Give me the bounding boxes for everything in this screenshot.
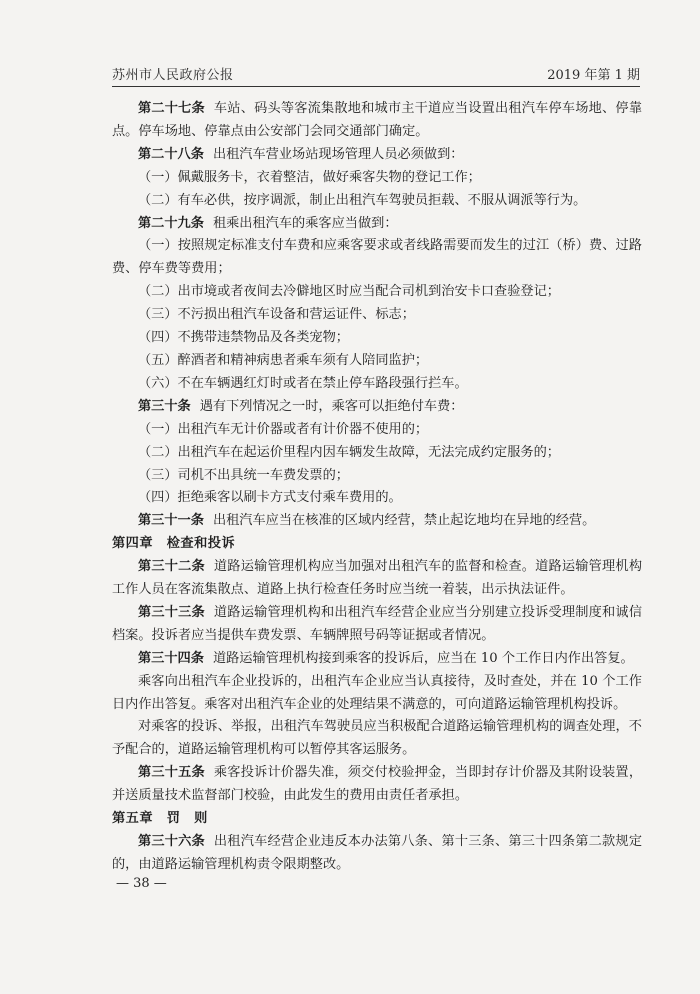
article-label: 第二十七条 (138, 101, 205, 116)
article-text: 道路运输管理机构和出租汽车经营企业应当分别建立投诉受理制度和诚信档案。投诉者应当提供车费发票、车辆牌照号码等证据或者情况。 (112, 604, 643, 643)
section-chapter-4 (112, 556, 642, 808)
page-header (112, 62, 640, 84)
article-label: 第三十四条 (138, 650, 204, 666)
article-label: 第三十二条 (138, 559, 205, 575)
list-item: （二）出租汽车在起运价里程内因车辆发生故障，无法完成约定服务的； (138, 444, 560, 460)
article-28 (112, 144, 642, 167)
chapter-4-heading: 第四章 检查和投诉 (112, 536, 236, 552)
list-item: （三）不污损出租汽车设备和营运证件、标志； (138, 307, 415, 323)
header-rule (112, 86, 640, 87)
article-35 (112, 762, 642, 808)
article-text: 道路运输管理机构应当加强对出租汽车的监督和检查。道路运输管理机构工作人员在客流集散点、道路上执行检查任务时应当统一着装，出示执法证件。 (112, 559, 643, 598)
list-item: （三）司机不出具统一车费发票的； (138, 467, 349, 483)
list-item: （一）按照规定标准支付车费和应乘客要求或者线路需要而发生的过江（桥）费、过路费、停车费等费用； (112, 238, 642, 277)
article-text: 车站、码头等客流集散地和城市主干道应当设置出租汽车停车场地、停靠点。停车场地、停靠点由公安部门会同交通部门确定。 (112, 101, 643, 139)
article-paragraph: 乘客向出租汽车企业投诉的，出租汽车企业应当认真接待，及时查处，并在 10 个工作日内作出答复。乘客对出租汽车企业的处理结果不满意的，可向道路运输管理机构投诉。 (112, 673, 642, 712)
list-item: （四）不携带违禁物品及各类宠物； (138, 330, 349, 346)
list-item: （四）拒绝乘客以刷卡方式支付乘车费用的。 (138, 490, 402, 506)
list-item: （二）有车必供，按序调派，制止出租汽车驾驶员拒载、不服从调派等行为。 (138, 192, 587, 208)
list-item: （一）佩戴服务卡，衣着整洁，做好乘客失物的登记工作； (138, 169, 481, 185)
list-item: （五）醉酒者和精神病患者乘车须有人陪同监护； (138, 352, 429, 368)
article-text: 出租汽车应当在核准的区域内经营，禁止起讫地均在异地的经营。 (212, 513, 596, 529)
article-text: 乘客投诉计价器失准，须交付校验押金，当即封存计价器及其附设装置，并送质量技术监督部门校验，由此发生的费用由责任者承担。 (112, 765, 643, 804)
section-chapter-5 (112, 831, 642, 877)
article-30 (112, 396, 642, 419)
document-body (112, 98, 642, 877)
section-articles-27-31 (112, 98, 642, 533)
chapter-5-heading: 第五章 罚 则 (112, 811, 208, 827)
article-label: 第二十九条 (138, 215, 204, 231)
article-paragraph: 对乘客的投诉、举报，出租汽车驾驶员应当积极配合道路运输管理机构的调查处理，不予配合的，道路运输管理机构可以暂停其客运服务。 (112, 719, 642, 758)
issue-number: 2019 年第 1 期 (547, 68, 640, 83)
article-text: 出租汽车营业场站现场管理人员必须做到： (212, 146, 464, 162)
article-label: 第三十五条 (138, 765, 205, 781)
article-label: 第三十三条 (138, 604, 205, 620)
article-33 (112, 602, 642, 648)
page-number: — 38 — (116, 876, 167, 891)
article-label: 第三十六条 (138, 834, 205, 849)
article-27 (112, 98, 642, 144)
article-label: 第二十八条 (138, 146, 204, 162)
article-32 (112, 556, 642, 602)
list-item: （六）不在车辆遇红灯时或者在禁止停车路段强行拦车。 (138, 375, 468, 391)
article-34 (112, 648, 642, 671)
article-29 (112, 213, 642, 236)
article-31 (112, 510, 642, 533)
article-label: 第三十条 (138, 398, 191, 414)
article-text: 道路运输管理机构接到乘客的投诉后，应当在 10 个工作日内作出答复。 (212, 650, 634, 666)
article-text: 出租汽车经营企业违反本办法第八条、第十三条、第三十四条第二款规定的，由道路运输管理机构责令限期整改。 (112, 834, 643, 872)
list-item: （一）出租汽车无计价器或者有计价器不使用的； (138, 421, 429, 437)
article-36 (112, 831, 642, 877)
article-text: 租乘出租汽车的乘客应当做到： (212, 215, 398, 231)
list-item: （二）出市境或者夜间去冷僻地区时应当配合司机到治安卡口查验登记； (138, 284, 560, 300)
article-text: 遇有下列情况之一时，乘客可以拒绝付车费： (199, 398, 464, 414)
article-label: 第三十一条 (138, 513, 204, 529)
publication-title: 苏州市人民政府公报 (112, 68, 234, 83)
